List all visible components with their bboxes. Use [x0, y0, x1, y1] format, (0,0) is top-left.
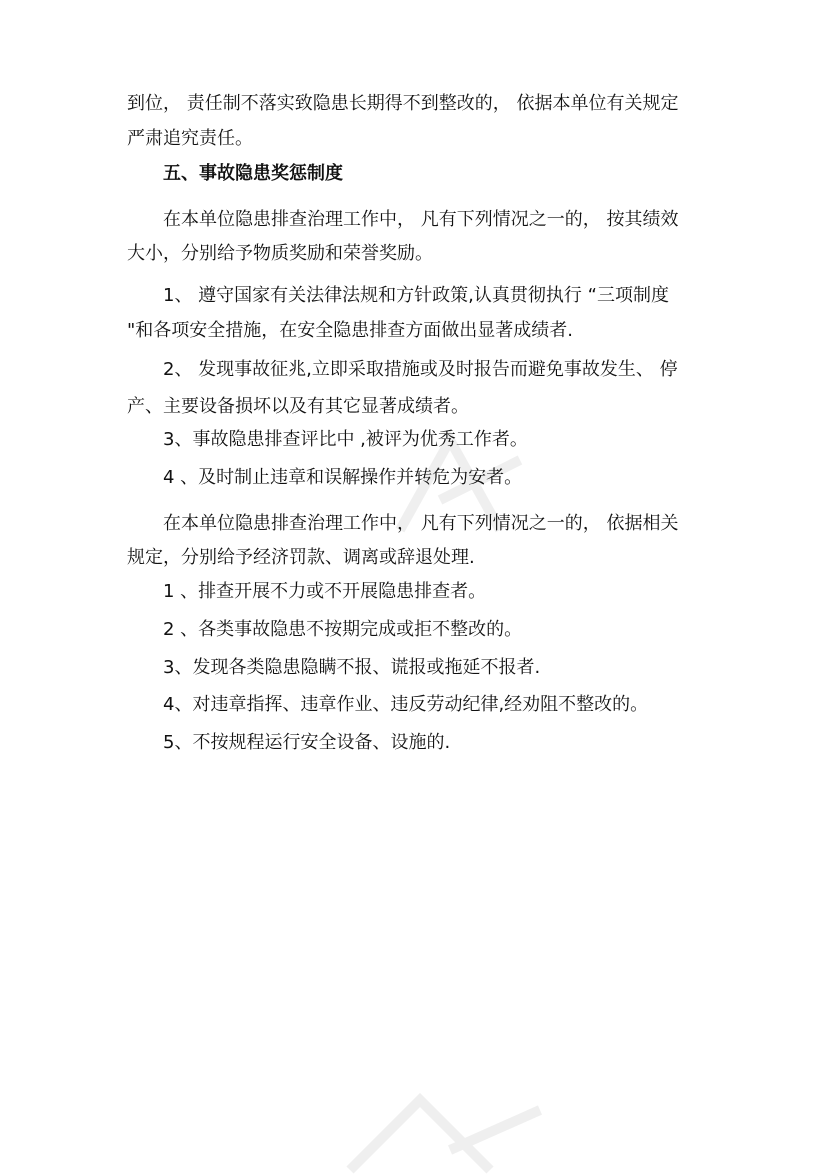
penalty-item-1: 1 、排查开展不力或不开展隐患排查者。	[163, 581, 487, 602]
penalty-item-5: 5、不按规程运行安全设备、设施的.	[163, 732, 451, 753]
reward-item-4: 4 、及时制止违章和误解操作并转危为安者。	[163, 467, 523, 488]
para-3-line-2: 规定，分别给予经济罚款、调离或辞退处理.	[127, 547, 475, 568]
para-1-line-1: 到位， 责任制不落实致隐患长期得不到整改的， 依据本单位有关规定	[127, 93, 679, 114]
para-2-line-2: 大小，分别给予物质奖励和荣誉奖励。	[127, 243, 433, 264]
penalty-item-2: 2 、各类事故隐患不按期完成或拒不整改的。	[163, 619, 523, 640]
reward-item-2-line-2: 产、主要设备损坏以及有其它显著成绩者。	[127, 396, 469, 417]
penalty-item-3: 3、发现各类隐患隐瞒不报、谎报或拖延不报者.	[163, 657, 541, 678]
para-3-line-1: 在本单位隐患排查治理工作中， 凡有下列情况之一的， 依据相关	[163, 513, 679, 534]
para-2-line-1: 在本单位隐患排查治理工作中， 凡有下列情况之一的， 按其绩效	[163, 209, 679, 230]
reward-item-1-line-2: "和各项安全措施，在安全隐患排查方面做出显著成绩者.	[127, 320, 573, 341]
reward-item-2-line-1: 2、 发现事故征兆,立即采取措施或及时报告而避免事故发生、 停	[163, 359, 678, 380]
reward-item-1-line-1: 1、 遵守国家有关法律法规和方针政策,认真贯彻执行 “三项制度	[163, 285, 669, 306]
section-heading: 五、事故隐患奖惩制度	[163, 163, 343, 184]
reward-item-3: 3、事故隐患排查评比中 ,被评为优秀工作者。	[163, 429, 528, 450]
penalty-item-4: 4、对违章指挥、违章作业、违反劳动纪律,经劝阻不整改的。	[163, 694, 649, 715]
para-1-line-2: 严肃追究责任。	[127, 128, 253, 149]
watermark-graphic-bottom	[330, 1090, 550, 1174]
